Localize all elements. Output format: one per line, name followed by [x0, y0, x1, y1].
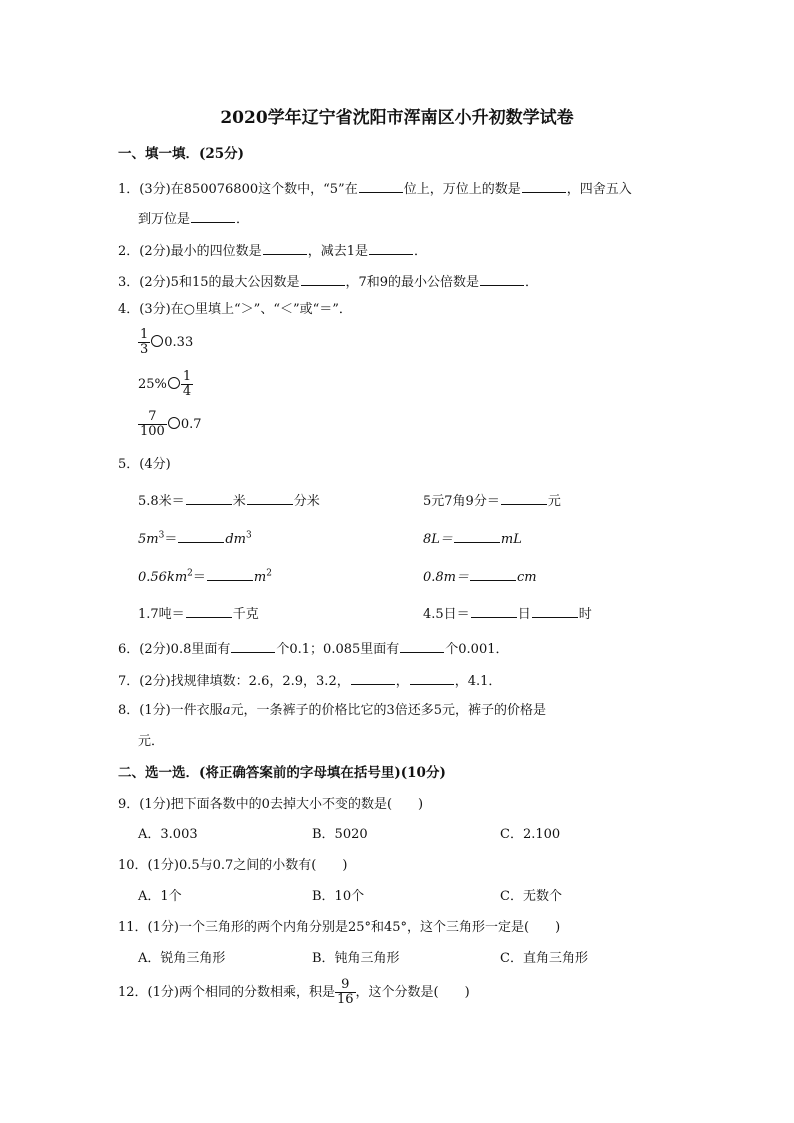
option-a[interactable]: A．锐角三角形 — [138, 951, 226, 966]
question-6: 6．(2分)0.8里面有 个0.1；0.085里面有 个0.001． — [118, 638, 509, 659]
question-5: 5．(4分) — [118, 457, 171, 472]
question-4: 4．(3分)在○里填上“＞”、“＜”或“＝”． — [118, 302, 352, 317]
question-10: 10．(1分)0.5与0.7之间的小数有( ) — [118, 858, 348, 873]
conversion-4: 8L＝ mL — [423, 528, 522, 549]
conversion-5: $0.56km^2= m^2$ — [138, 566, 272, 587]
answer-blank[interactable] — [186, 603, 232, 618]
question-3: 3．(2分)5和15的最大公因数是 ，7和9的最小公倍数是 ． — [118, 271, 538, 292]
section-2-heading: 二、选一选．(将正确答案前的字母填在括号里)(10分) — [118, 765, 446, 781]
conversion-1: 5.8米＝ 米 分米 — [138, 490, 320, 511]
compare-row-1: $\frac{1}{3}$ 0.33 — [140, 327, 194, 357]
answer-blank[interactable] — [410, 670, 454, 685]
conversion-7: 1.7吨＝ 千克 — [138, 603, 259, 624]
question-1-continued: 到万位是 ． — [138, 208, 249, 229]
answer-blank[interactable] — [471, 603, 517, 618]
answer-blank[interactable] — [501, 490, 547, 505]
option-c[interactable]: C．直角三角形 — [500, 951, 588, 966]
section-1-heading: 一、填一填．(25分) — [118, 146, 245, 162]
fraction: $\frac{1}{3}$ — [140, 327, 149, 357]
conversion-2: 5元7角9分＝ 元 — [423, 490, 561, 511]
compare-row-2: 25% $\frac{1}{4}$ — [138, 369, 192, 399]
fraction: $\frac{7}{100}$ — [140, 409, 165, 439]
question-8: 8．(1分)一件衣服a元，一条裤子的价格比它的3倍还多5元，裤子的价格是 — [118, 703, 546, 718]
question-9: 9．(1分)把下面各数中的0去掉大小不变的数是( ) — [118, 797, 424, 812]
answer-blank[interactable] — [247, 490, 293, 505]
answer-blank[interactable] — [522, 178, 566, 193]
option-a[interactable]: A．3.003 — [138, 827, 198, 842]
answer-blank[interactable] — [480, 271, 524, 286]
question-1: 1．(3分)在850076800这个数中，“5”在 位上，万位上的数是 ，四舍五入 — [118, 178, 632, 199]
compare-circle[interactable] — [151, 335, 163, 347]
answer-blank[interactable] — [191, 208, 235, 223]
page-title: 2020学年辽宁省沈阳市浑南区小升初数学试卷 — [220, 108, 574, 128]
option-c[interactable]: C．无数个 — [500, 889, 562, 904]
answer-blank[interactable] — [359, 178, 403, 193]
answer-blank[interactable] — [369, 240, 413, 255]
fraction: $\frac{1}{4}$ — [182, 369, 192, 399]
compare-circle[interactable] — [168, 377, 180, 389]
fraction: $\frac{9}{16}$ — [336, 977, 354, 1007]
option-b[interactable]: B．钝角三角形 — [312, 951, 400, 966]
answer-blank[interactable] — [186, 490, 232, 505]
answer-blank[interactable] — [231, 638, 275, 653]
answer-blank[interactable] — [301, 271, 345, 286]
compare-row-3: $\frac{7}{100}$ 0.7 — [140, 409, 202, 439]
answer-blank[interactable] — [470, 566, 516, 581]
answer-blank[interactable] — [351, 670, 395, 685]
compare-circle[interactable] — [168, 417, 180, 429]
option-b[interactable]: B．10个 — [312, 889, 365, 904]
option-b[interactable]: B．5020 — [312, 827, 368, 842]
question-12: 12．(1分)两个相同的分数相乘，积是 $\frac{9}{16}$ ，这个分数是( ) — [118, 977, 470, 1007]
question-8-continued: 元． — [138, 734, 165, 749]
question-7: 7．(2分)找规律填数：2.6，2.9，3.2， ， ，4.1． — [118, 670, 501, 691]
answer-blank[interactable] — [532, 603, 578, 618]
answer-blank[interactable] — [207, 566, 253, 581]
conversion-3: $5m^3= dm^3$ — [138, 528, 252, 549]
conversion-8: 4.5日＝ 日 时 — [423, 603, 592, 624]
answer-blank[interactable] — [400, 638, 444, 653]
answer-blank[interactable] — [178, 528, 224, 543]
option-a[interactable]: A．1个 — [138, 889, 182, 904]
question-2: 2．(2分)最小的四位数是 ，减去1是 ． — [118, 240, 427, 261]
conversion-6: 0.8m＝ cm — [423, 566, 537, 587]
answer-blank[interactable] — [263, 240, 307, 255]
option-c[interactable]: C．2.100 — [500, 827, 561, 842]
answer-blank[interactable] — [454, 528, 500, 543]
question-11: 11．(1分)一个三角形的两个内角分别是25°和45°，这个三角形一定是( ) — [118, 920, 561, 935]
